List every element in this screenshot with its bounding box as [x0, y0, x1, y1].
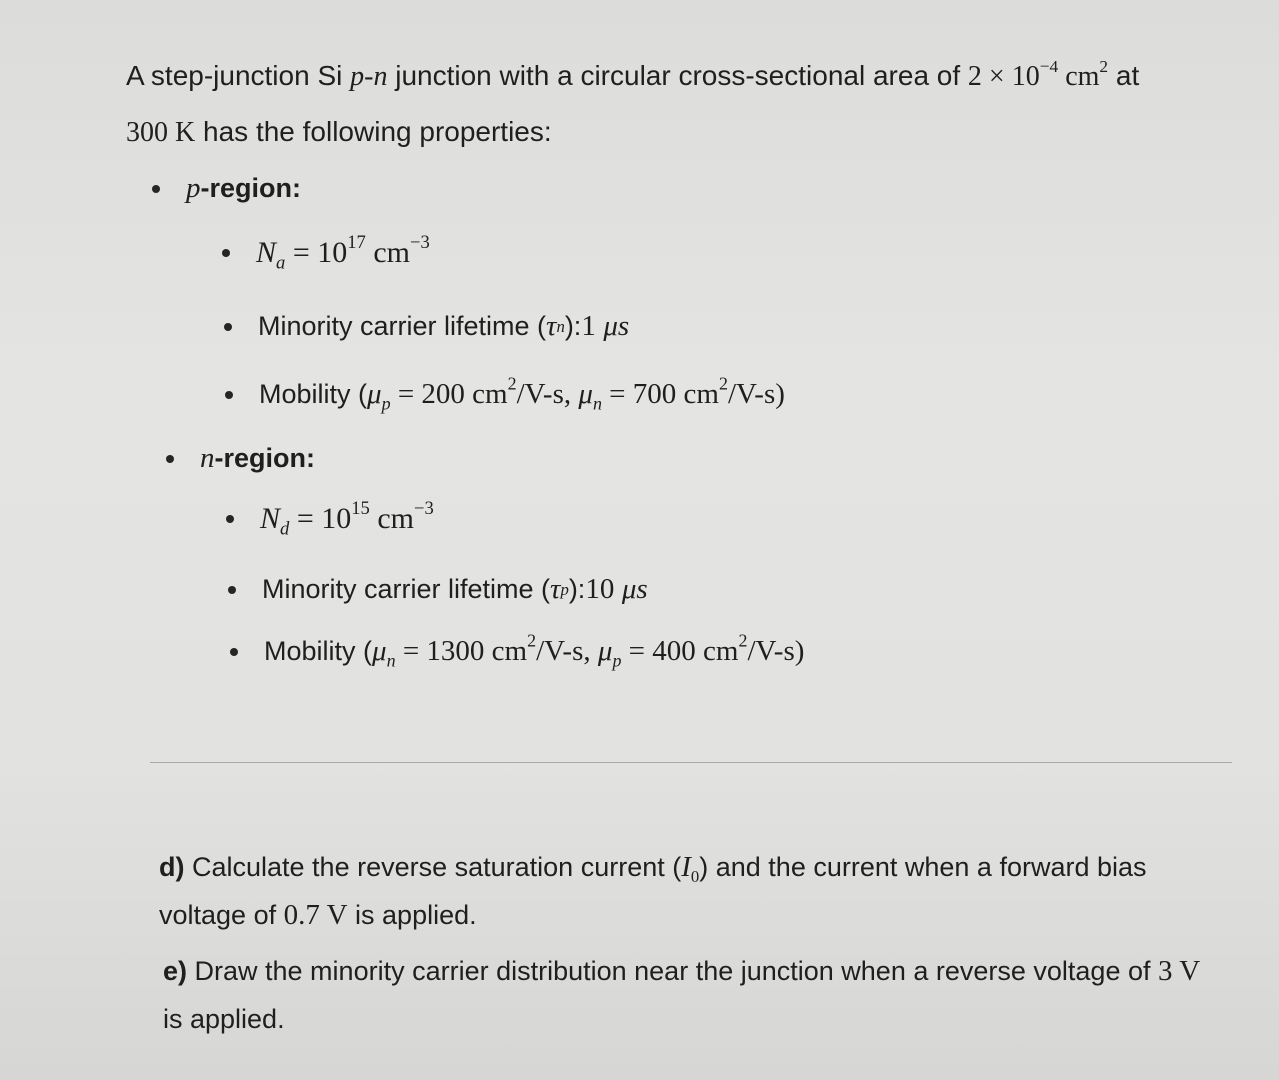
lifetime-label: Minority carrier lifetime (: [262, 574, 551, 604]
intro-text: at: [1108, 60, 1140, 91]
bullet-icon: [226, 515, 234, 523]
n-region-var: n: [200, 442, 215, 474]
bullet-icon: [152, 185, 160, 193]
lifetime-close: ):: [564, 311, 582, 341]
n-region-label: -region:: [214, 443, 315, 473]
lifetime-value: 1: [581, 310, 596, 342]
bullet-icon: [166, 455, 174, 463]
question-e-label: e): [163, 956, 188, 986]
n-region-mobility: [230, 630, 805, 671]
reverse-voltage: 3 V: [1157, 955, 1201, 987]
current-symbol: I: [681, 851, 691, 883]
bullet-icon: [230, 648, 238, 656]
n-region-doping: [226, 498, 434, 540]
bullet-icon: [222, 249, 230, 257]
intro-text: has the following properties:: [195, 116, 552, 147]
lifetime-label: Minority carrier lifetime (: [258, 311, 547, 341]
p-region-var: p: [186, 172, 201, 204]
question-e: [163, 947, 1263, 1043]
lifetime-unit: μs: [603, 310, 630, 342]
p-region-doping: [222, 232, 430, 274]
mobility-label: Mobility (: [264, 636, 373, 666]
n-region-lifetime: Minority carrier lifetime ( τ p ): 10 μs: [228, 573, 648, 606]
acceptor-concentration: $N_a = 10^{17}$ $cm^{-3}$: [256, 232, 430, 274]
area-value: $2 \times 10^{-4}$ $cm^2$: [967, 56, 1109, 92]
tau-symbol: τ: [546, 310, 557, 342]
lifetime-unit: μs: [621, 573, 648, 605]
p-region-lifetime: Minority carrier lifetime ( τ n ): 1 μs: [224, 310, 629, 343]
question-d-text: ) and the current when a forward bias: [699, 852, 1147, 882]
mobility-values: $\mu_p = 200$ $cm^2/V-s$, $\mu_n = 700$ $cm^2/V-s$): [367, 373, 785, 414]
p-region-label: -region:: [200, 173, 301, 203]
junction-n: n: [373, 61, 388, 92]
question-d-label: d): [159, 852, 185, 882]
lifetime-value: 10: [585, 573, 615, 605]
problem-intro: [126, 48, 1266, 160]
donor-concentration: $N_d = 10^{15}$ $cm^{-3}$: [260, 498, 434, 540]
intro-text: junction with a circular cross-sectional area of: [387, 60, 968, 91]
mobility-values: $\mu_n = 1300$ $cm^2/V-s$, $\mu_p = 400$ $cm^2/V-s$): [372, 630, 805, 671]
section-divider: [150, 762, 1232, 763]
bullet-icon: [225, 391, 233, 399]
intro-text: A step-junction Si: [126, 60, 351, 91]
bullet-icon: [224, 323, 232, 331]
n-region-heading: [166, 442, 315, 475]
question-d: [159, 843, 1239, 939]
tau-symbol: τ: [550, 573, 561, 605]
question-d-text: voltage of: [159, 900, 284, 930]
current-sub: 0: [690, 866, 700, 886]
bullet-icon: [228, 586, 236, 594]
question-e-text: Draw the minority carrier distribution near the junction when a reverse voltage of: [187, 956, 1158, 986]
question-e-text: is applied.: [163, 1004, 285, 1034]
p-region-heading: [152, 172, 301, 205]
question-d-text: Calculate the reverse saturation current (: [184, 852, 682, 882]
p-region-mobility: [225, 373, 785, 414]
temperature-value: 300 K: [126, 117, 196, 148]
question-d-text: is applied.: [347, 900, 477, 930]
junction-dash: -: [364, 61, 374, 92]
junction-p: p: [350, 61, 365, 92]
forward-voltage: 0.7 V: [283, 899, 348, 931]
lifetime-close: ):: [568, 574, 586, 604]
mobility-label: Mobility (: [259, 379, 368, 409]
